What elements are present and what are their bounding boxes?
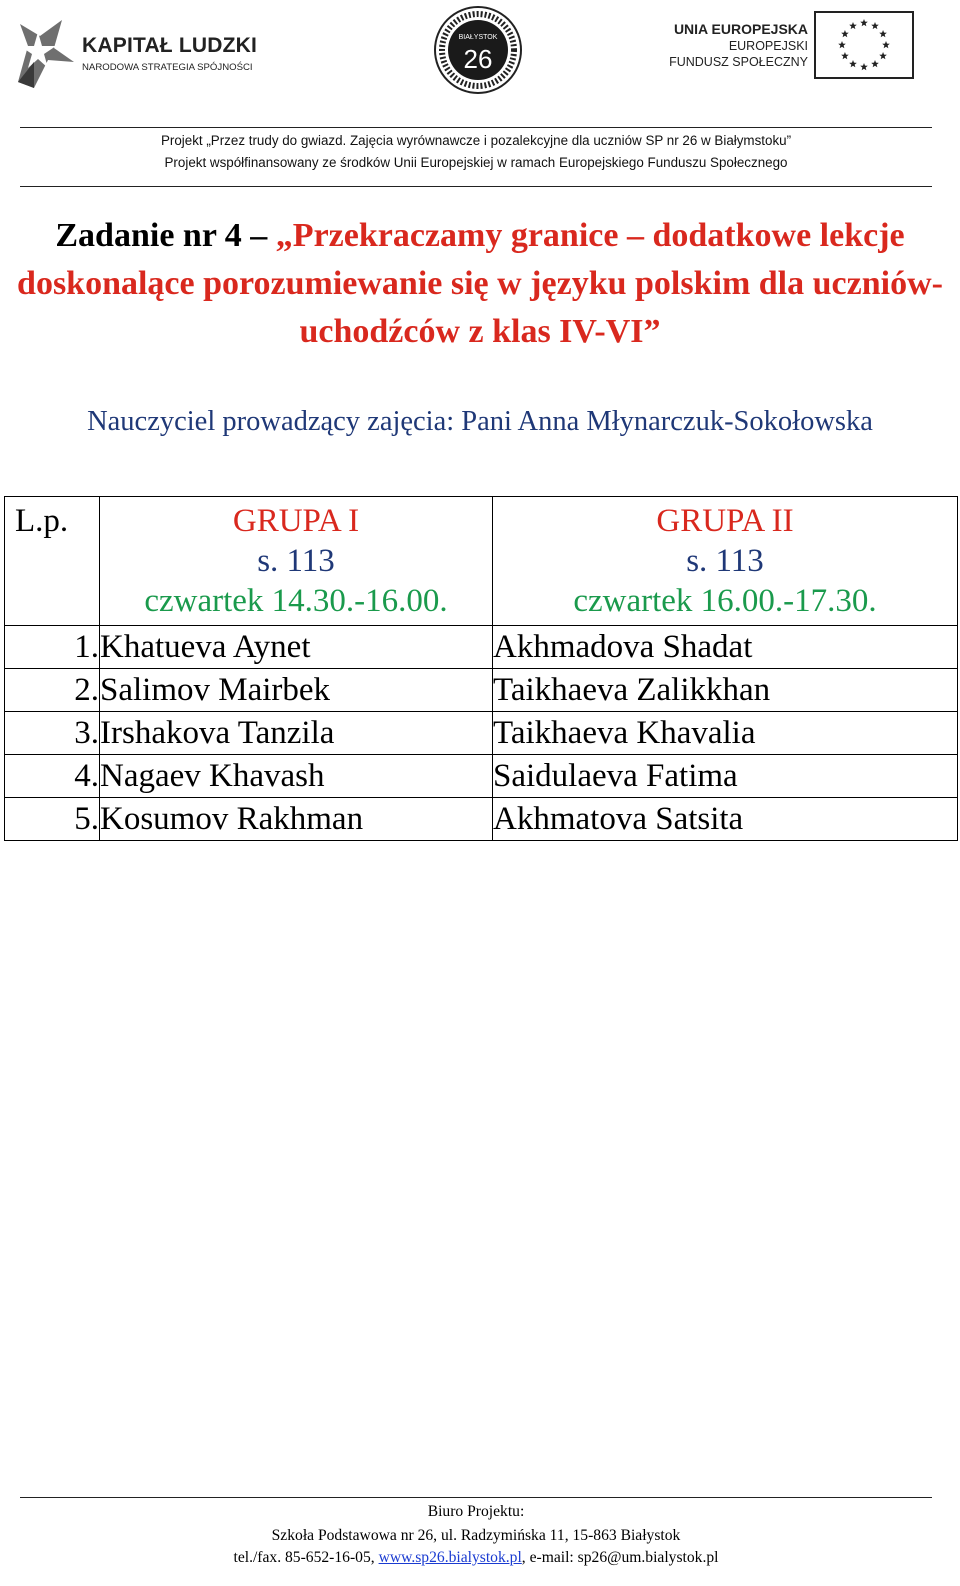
group-2-time: czwartek 16.00.-17.30.	[573, 583, 877, 619]
row-group-1-student: Kosumov Rakhman	[100, 798, 493, 841]
eu-line-2: EUROPEJSKI	[728, 39, 808, 53]
row-group-1-student: Irshakova Tanzila	[100, 712, 493, 755]
group-2-room: s. 113	[686, 543, 764, 579]
task-name: „Przekraczamy granice – dodatkowe lekcje doskonalące porozumiewanie się w języku polskim dla uczniów-uchodźców z klas IV-VI”	[17, 217, 943, 350]
task-title	[10, 212, 950, 356]
project-line-1: Projekt „Przez trudy do gwiazd. Zajęcia wyrównawcze i pozalekcyjne dla uczniów SP nr 26 w Białymstoku”	[160, 133, 792, 148]
kapital-ludzki-star-icon	[14, 12, 78, 92]
table-row	[5, 712, 958, 755]
footer-phone: tel./fax. 85-652-16-05,	[233, 1549, 379, 1566]
footer-address: Szkoła Podstawowa nr 26, ul. Radzymińska 11, 15-863 Białystok	[271, 1527, 681, 1544]
school-badge-logo	[434, 6, 522, 94]
table-row	[5, 798, 958, 841]
kapital-ludzki-logo	[14, 12, 258, 92]
group-1-name: GRUPA I	[232, 503, 360, 539]
eu-line-3: FUNDUSZ SPOŁECZNY	[669, 55, 808, 69]
lp-header: L.p.	[5, 497, 100, 626]
group-2-name: GRUPA II	[656, 503, 794, 539]
footer-website-link[interactable]: www.sp26.bialystok.pl	[378, 1549, 522, 1566]
table-row	[5, 755, 958, 798]
group-1-room: s. 113	[257, 543, 335, 579]
row-group-1-student: Khatueva Aynet	[100, 626, 493, 669]
eu-flag-icon	[814, 11, 914, 79]
eu-line-1: UNIA EUROPEJSKA	[673, 21, 808, 37]
table-row	[5, 626, 958, 669]
footer-contact	[20, 1549, 932, 1567]
row-group-2-student: Akhmadova Shadat	[493, 626, 958, 669]
eu-text-block	[650, 20, 808, 76]
row-lp: 3.	[5, 712, 100, 755]
group-1-header	[100, 497, 493, 626]
footer-email: , e-mail: sp26@um.bialystok.pl	[521, 1549, 719, 1566]
footer-office: Biuro Projektu:	[427, 1503, 525, 1520]
row-group-2-student: Taikhaeva Zalikkhan	[493, 669, 958, 712]
project-line-2: Projekt współfinansowany ze środków Unii Europejskiej w ramach Europejskiego Funduszu Społecznego	[164, 155, 788, 170]
group-1-time: czwartek 14.30.-16.00.	[144, 583, 448, 619]
groups-table	[4, 496, 958, 841]
row-group-2-student: Saidulaeva Fatima	[493, 755, 958, 798]
row-lp: 5.	[5, 798, 100, 841]
kapital-ludzki-title: KAPITAŁ LUDZKI	[82, 34, 258, 57]
row-group-2-student: Akhmatova Satsita	[493, 798, 958, 841]
task-prefix: Zadanie nr 4 –	[55, 217, 276, 254]
table-row	[5, 669, 958, 712]
row-group-1-student: Nagaev Khavash	[100, 755, 493, 798]
group-2-header	[493, 497, 958, 626]
row-lp: 2.	[5, 669, 100, 712]
row-group-2-student: Taikhaeva Khavalia	[493, 712, 958, 755]
row-lp: 1.	[5, 626, 100, 669]
row-lp: 4.	[5, 755, 100, 798]
school-badge-city: BIAŁYSTOK	[458, 34, 498, 41]
school-badge-number: 26	[463, 44, 493, 74]
table-header-row	[5, 497, 958, 626]
header-rule-bottom	[20, 186, 932, 187]
teacher-line: Nauczyciel prowadzący zajęcia: Pani Anna Młynarczuk-Sokołowska	[87, 406, 873, 437]
header-rule-top	[20, 127, 932, 128]
kapital-ludzki-subtitle: NARODOWA STRATEGIA SPÓJNOŚCI	[82, 62, 253, 73]
footer-rule	[20, 1497, 932, 1498]
row-group-1-student: Salimov Mairbek	[100, 669, 493, 712]
